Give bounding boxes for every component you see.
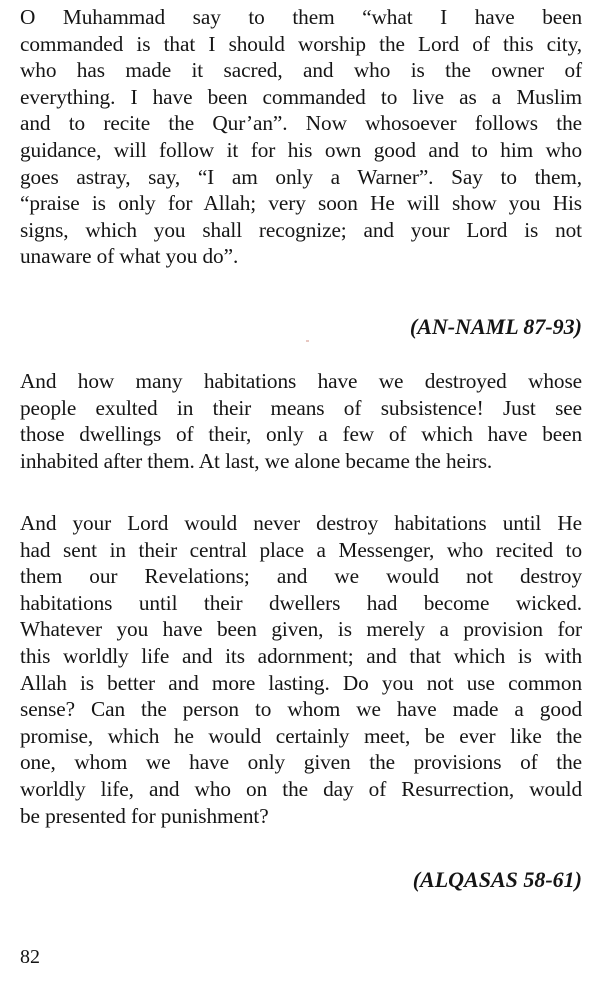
text-line: them our Revelations; and we would not destroy <box>20 564 582 589</box>
text-line: signs, which you shall recognize; and your Lord is not <box>20 217 582 242</box>
text-line: sense? Can the person to whom we have made a good <box>20 697 582 722</box>
text-line: people exulted in their means of subsistence! Just see <box>20 395 582 420</box>
text-line: O Muhammad say to them “what I have been <box>20 5 582 29</box>
text-line: one, whom we have only given the provisions of the <box>20 750 582 775</box>
reference-alqasas: (ALQASAS 58-61) <box>412 867 582 892</box>
text-line: Allah is better and more lasting. Do you not use common <box>20 670 582 695</box>
text-line: promise, which he would certainly meet, be ever like the <box>20 723 582 748</box>
text-line: everything. I have been commanded to live as a Muslim <box>20 84 582 109</box>
text-line: commanded is that I should worship the Lord of this city, <box>20 31 582 56</box>
text-line: inhabited after them. At last, we alone became the heirs. <box>20 448 493 473</box>
page-number: 82 <box>20 946 40 968</box>
paragraph-lord-never-destroy <box>20 510 582 829</box>
text-line: unaware of what you do”. <box>20 244 239 269</box>
text-line: And your Lord would never destroy habitations until He <box>20 511 582 535</box>
text-line: be presented for punishment? <box>20 803 269 828</box>
text-line: habitations until their dwellers had become wicked. <box>20 590 582 615</box>
text-line: and to recite the Qur’an”. Now whosoever follows the <box>20 111 582 136</box>
reference-an-naml: (AN-NAML 87-93) <box>409 314 582 339</box>
text-line: who has made it sacred, and who is the owner of <box>20 58 582 83</box>
scan-artifact <box>306 340 309 342</box>
text-line: And how many habitations have we destroyed whose <box>20 369 582 393</box>
text-line: had sent in their central place a Messenger, who recited to <box>20 537 582 562</box>
text-line: Whatever you have been given, is merely a provision for <box>20 617 582 642</box>
text-line: those dwellings of their, only a few of which have been <box>20 422 582 447</box>
text-line: guidance, will follow it for his own good and to him who <box>20 137 582 162</box>
text-line: this worldly life and its adornment; and that which is with <box>20 643 582 668</box>
text-line: worldly life, and who on the day of Resurrection, would <box>20 776 582 801</box>
paragraph-an-naml-quote <box>20 4 582 270</box>
paragraph-habitations-destroyed <box>20 368 582 474</box>
text-line: goes astray, say, “I am only a Warner”. Say to them, <box>20 164 582 189</box>
text-line: “praise is only for Allah; very soon He will show you His <box>20 191 582 216</box>
